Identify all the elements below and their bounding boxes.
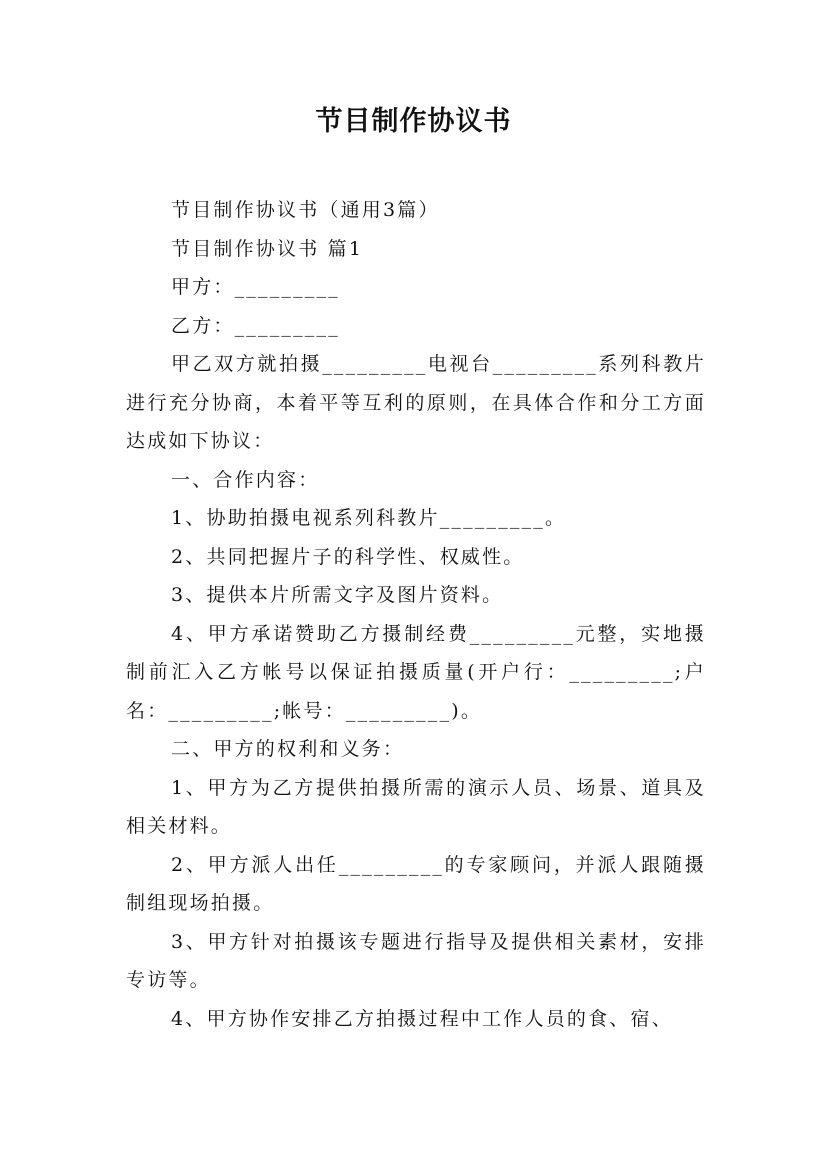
clause-heading-1: 一、合作内容： [171, 468, 320, 491]
section-heading: 节目制作协议书 篇1 [171, 237, 364, 260]
intro-paragraph: 甲乙双方就拍摄_________电视台_________系列科教片进行充分协商，本着平等互利的原则，在具体合作和分工方面达成如下协议： [126, 353, 706, 452]
document-body [126, 191, 706, 1038]
clause-item: 4、甲方承诺赞助乙方摄制经费_________元整，实地摄制前汇入乙方帐号以保证拍摄质量(开户行：_________;户名：_________;帐号：_________)。 [126, 622, 706, 722]
clause-item: 3、甲方针对拍摄该专题进行指导及提供相关素材，安排专访等。 [126, 930, 706, 991]
clause-item: 1、协助拍摄电视系列科教片_________。 [171, 507, 567, 529]
party-a-line: 甲方：_________ [171, 276, 340, 298]
document-title: 节目制作协议书 [315, 106, 512, 137]
clause-item: 2、甲方派人出任_________的专家顾问，并派人跟随摄制组现场拍摄。 [126, 853, 706, 914]
clause-item: 1、甲方为乙方提供拍摄所需的演示人员、场景、道具及相关材料。 [126, 776, 706, 837]
clause-heading-2: 二、甲方的权利和义务： [171, 738, 405, 760]
subtitle-line: 节目制作协议书（通用3篇） [171, 199, 440, 221]
clause-item: 2、共同把握片子的科学性、权威性。 [171, 545, 525, 568]
clause-item: 4、甲方协作安排乙方拍摄过程中工作人员的食、宿、 [171, 1007, 673, 1030]
party-b-line: 乙方：_________ [171, 314, 340, 337]
clause-item: 3、提供本片所需文字及图片资料。 [171, 584, 504, 606]
